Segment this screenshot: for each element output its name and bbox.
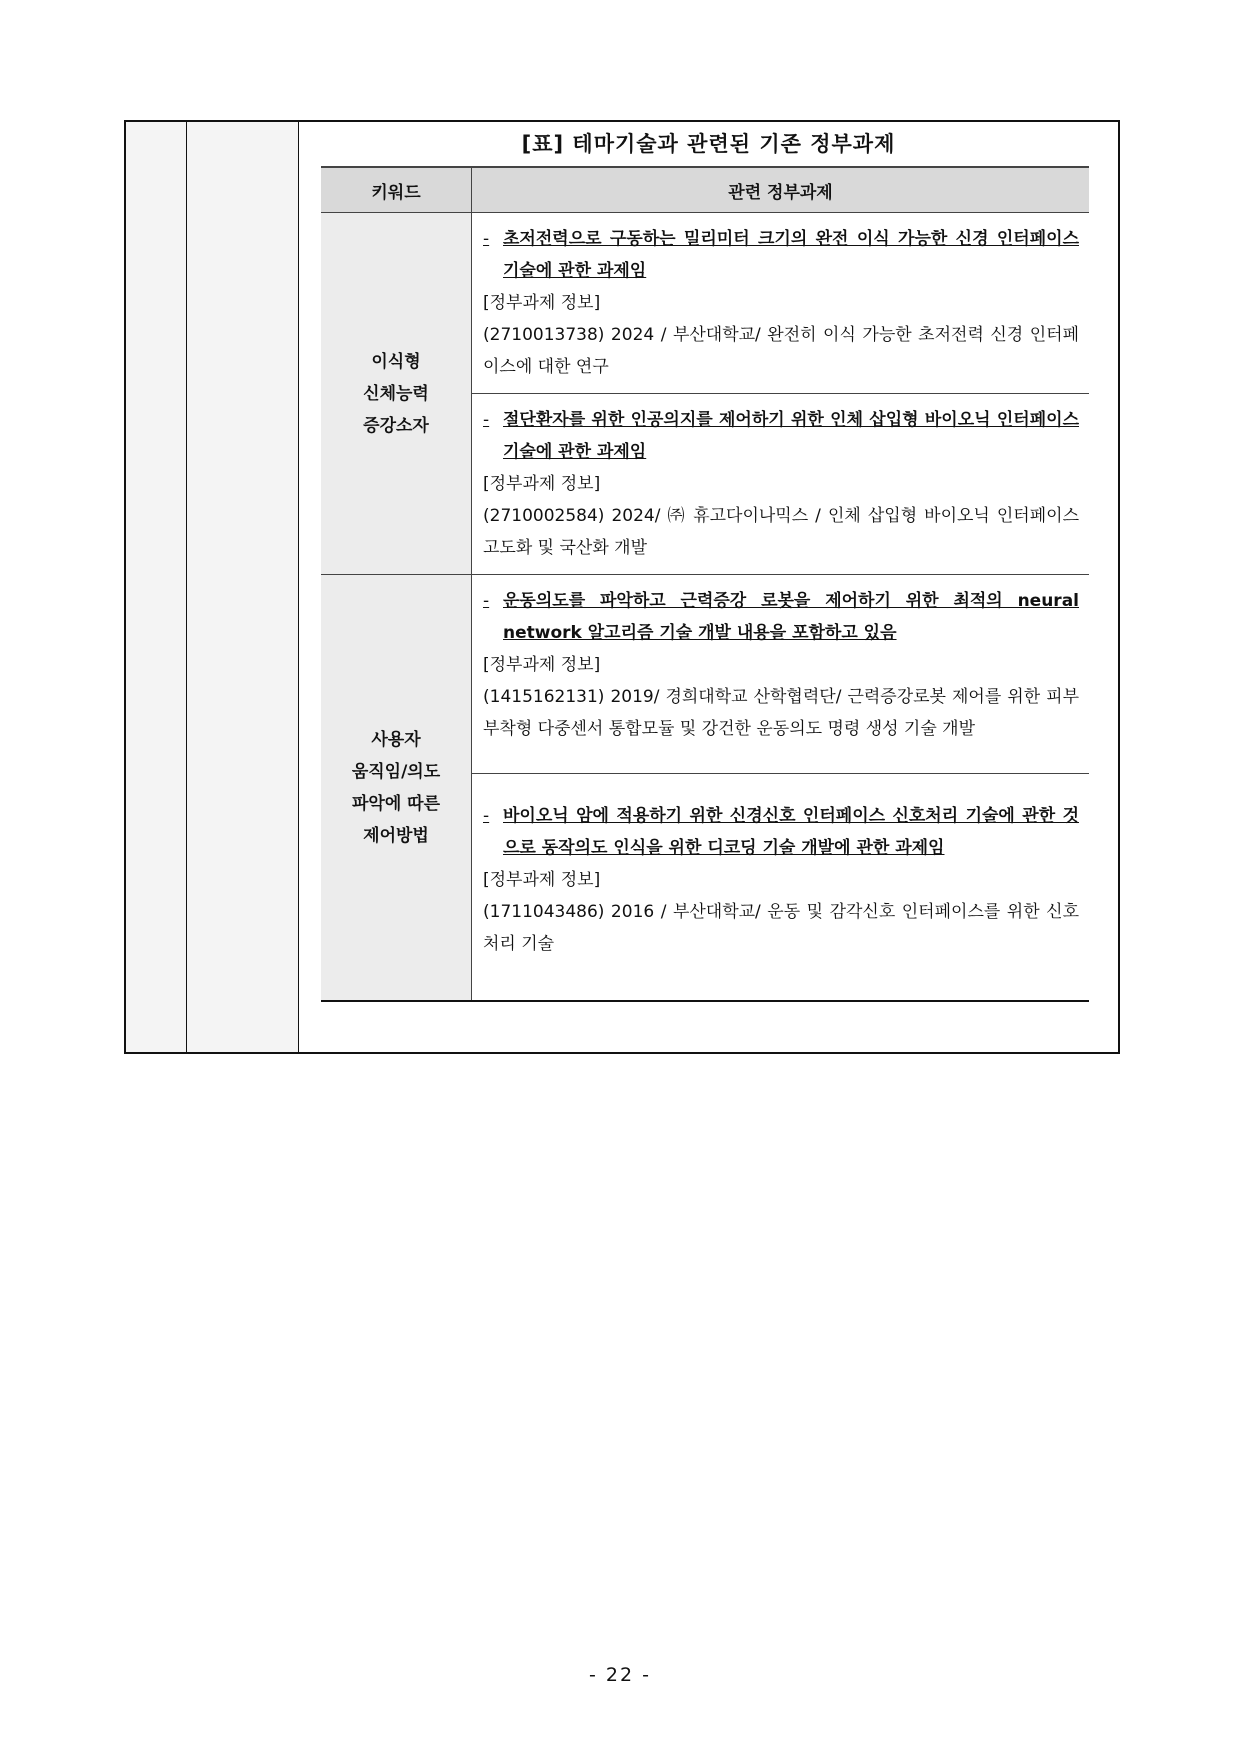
project-info: (2710013738) 2024 / 부산대학교/ 완전히 이식 가능한 초저전력 신경 인터페이스에 대한 연구 [483, 325, 1079, 377]
project-heading [483, 404, 1079, 468]
table-header-row [321, 167, 1089, 213]
project-info: (2710002584) 2024/ ㈜ 휴고다이나믹스 / 인체 삽입형 바이오닉 인터페이스 고도화 및 국산화 개발 [483, 506, 1079, 558]
project-info: (1711043486) 2016 / 부산대학교/ 운동 및 감각신호 인터페이스를 위한 신호처리 기술 [483, 902, 1079, 954]
bullet-dash: - [483, 229, 490, 249]
keyword-cell [321, 213, 472, 575]
project-heading [483, 585, 1079, 649]
project-info-label: [정부과제 정보] [483, 655, 601, 675]
column-divider [186, 122, 187, 1052]
category-column [187, 122, 298, 1052]
table-row [321, 213, 1089, 394]
left-margin-column [126, 122, 186, 1052]
keyword-cell [321, 575, 472, 1002]
document-frame [124, 120, 1120, 1054]
project-cell [472, 394, 1090, 575]
project-info-label: [정부과제 정보] [483, 870, 601, 890]
table-title: [표] 테마기술과 관련된 기존 정부과제 [521, 132, 896, 156]
project-heading [483, 800, 1079, 864]
gov-projects-table [321, 166, 1089, 1002]
bullet-dash: - [483, 410, 490, 430]
project-heading-text: 바이오닉 암에 적용하기 위한 신경신호 인터페이스 신호처리 기술에 관한 것으로 동작의도 인식을 위한 디코딩 기술 개발에 관한 과제임 [503, 806, 1079, 858]
project-heading-text: 절단환자를 위한 인공의지를 제어하기 위한 인체 삽입형 바이오닉 인터페이스 기술에 관한 과제임 [503, 410, 1079, 462]
project-info: (1415162131) 2019/ 경희대학교 산학협력단/ 근력증강로봇 제어를 위한 피부부착형 다중센서 통합모듈 및 강건한 운동의도 명령 생성 기술 개발 [483, 687, 1079, 739]
header-keyword: 키워드 [321, 167, 472, 213]
project-heading [483, 223, 1079, 287]
bullet-dash: - [483, 806, 490, 826]
project-cell [472, 774, 1090, 1002]
header-projects: 관련 정부과제 [472, 167, 1090, 213]
project-heading-text: 운동의도를 파악하고 근력증강 로봇을 제어하기 위한 최적의 neural network 알고리즘 기술 개발 내용을 포함하고 있음 [503, 591, 1079, 643]
project-info-label: [정부과제 정보] [483, 293, 601, 313]
column-divider [298, 122, 299, 1052]
project-cell [472, 213, 1090, 394]
keyword-text: 사용자 움직임/의도 파악에 따른 제어방법 [351, 729, 441, 846]
page-number: - 22 - [589, 1664, 651, 1686]
table-row [321, 575, 1089, 774]
project-info-label: [정부과제 정보] [483, 474, 601, 494]
project-heading-text: 초저전력으로 구동하는 밀리미터 크기의 완전 이식 가능한 신경 인터페이스 기술에 관한 과제임 [503, 229, 1079, 281]
project-cell [472, 575, 1090, 774]
bullet-dash: - [483, 591, 490, 611]
keyword-text: 이식형 신체능력 증강소자 [363, 351, 429, 436]
